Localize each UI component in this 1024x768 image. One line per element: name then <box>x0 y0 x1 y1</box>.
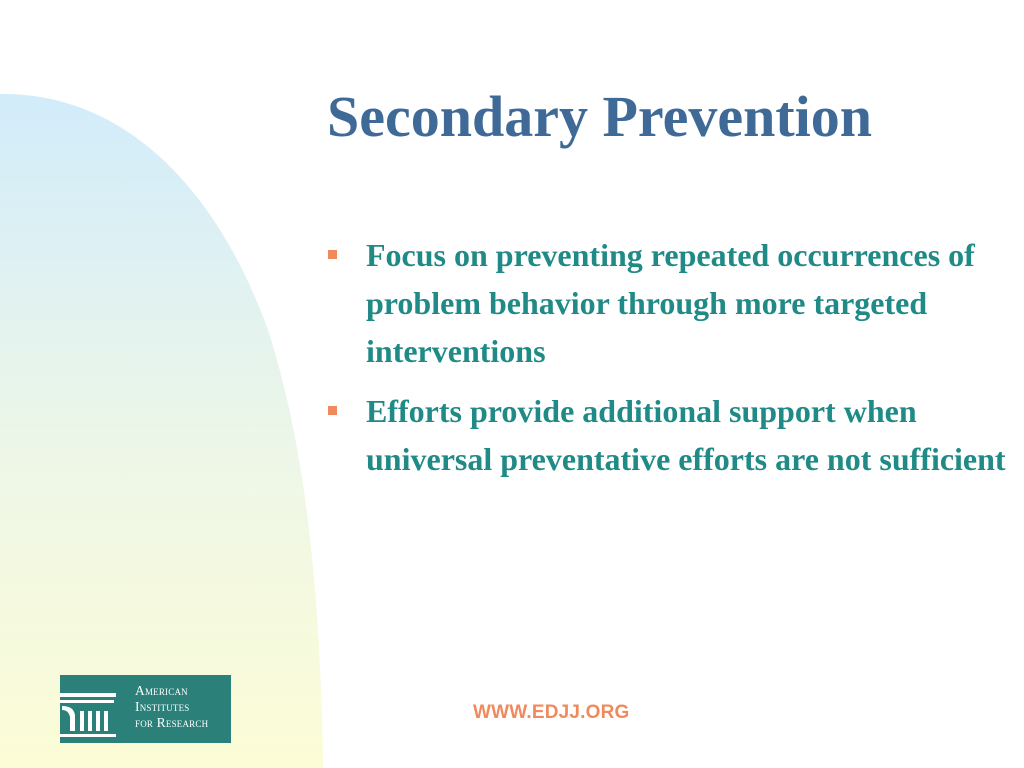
bullet-item <box>326 387 1006 483</box>
logo-text <box>135 683 208 731</box>
air-logo <box>60 675 231 743</box>
logo-line: for Research <box>135 715 209 730</box>
bullet-list <box>326 231 1006 495</box>
institute-building-icon <box>60 675 116 743</box>
square-bullet-icon <box>328 406 337 415</box>
logo-line: American <box>135 683 188 698</box>
website-link[interactable]: WWW.EDJJ.ORG <box>473 702 630 723</box>
bullet-text: Focus on preventing repeated occurrences of problem behavior through more targeted interventions <box>366 237 975 369</box>
logo-line: Institutes <box>135 699 190 714</box>
square-bullet-icon <box>328 250 337 259</box>
bullet-text: Efforts provide additional support when universal preventative efforts are not sufficient <box>366 393 1006 477</box>
bullet-item <box>326 231 1006 375</box>
slide-title: Secondary Prevention <box>327 84 873 149</box>
